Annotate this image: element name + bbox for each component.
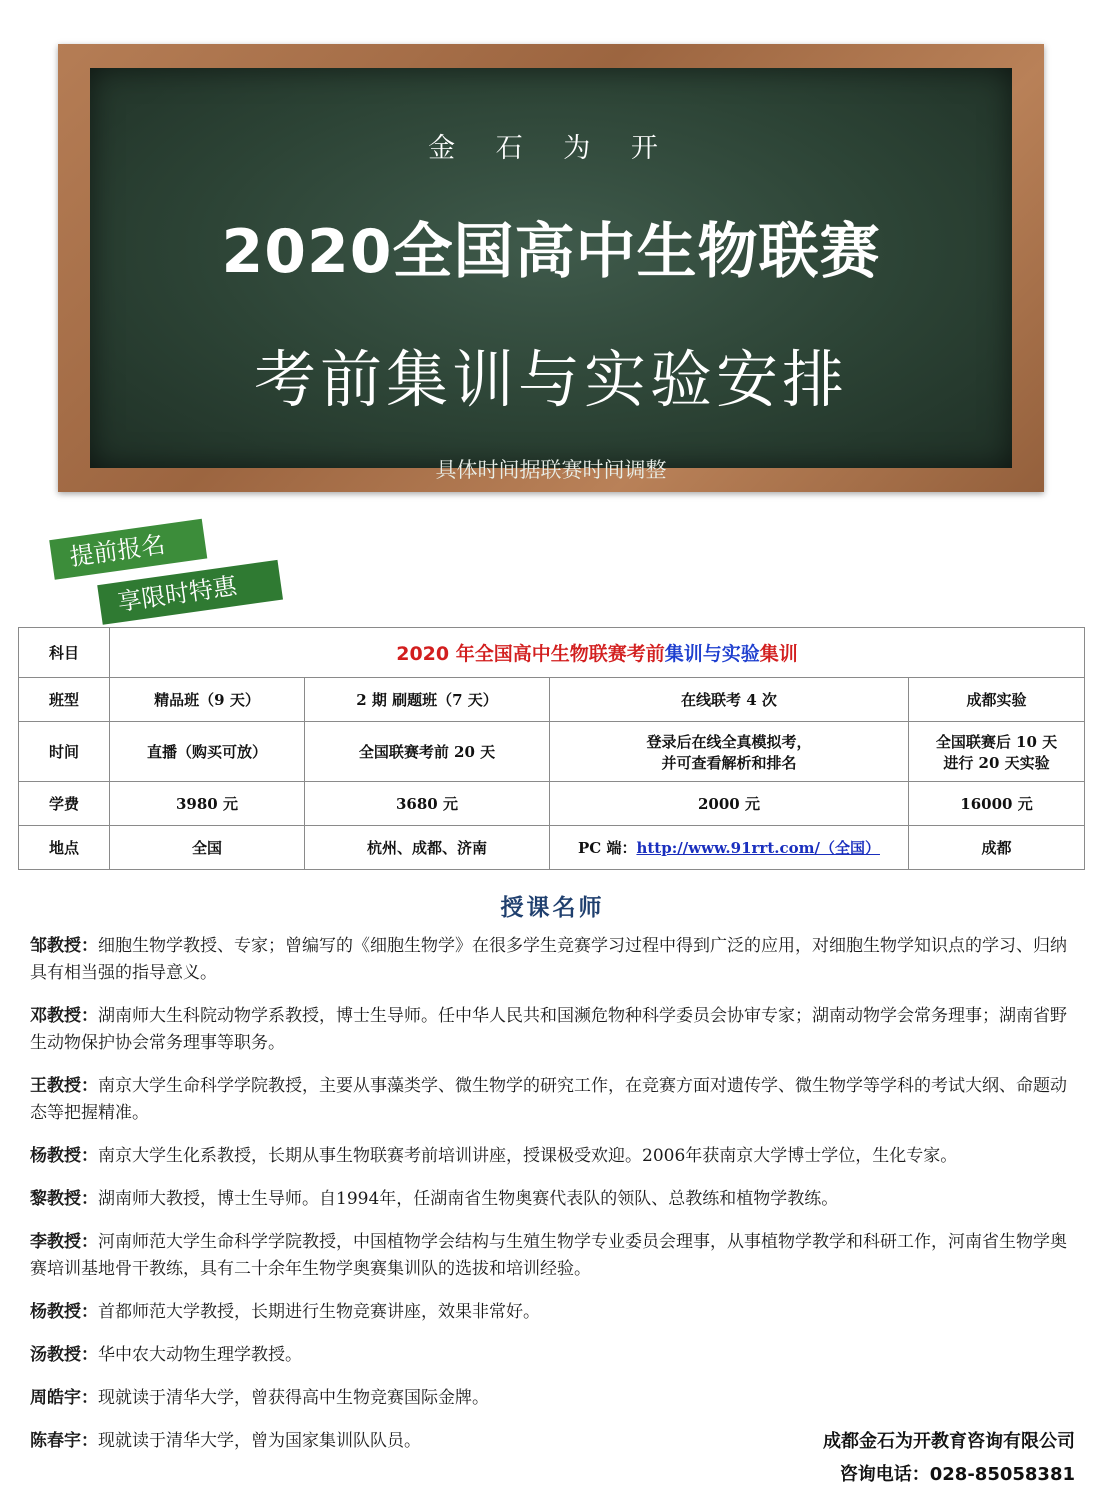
- teacher-item: [30, 1299, 1080, 1326]
- table-row-class-type: [19, 678, 1085, 722]
- cell: [909, 722, 1085, 782]
- subject-cell: [110, 628, 1085, 678]
- teacher-item: [30, 1229, 1080, 1283]
- teacher-item: [30, 1003, 1080, 1057]
- teacher-list: [30, 933, 1080, 1471]
- teacher-item: [30, 1385, 1080, 1412]
- cell: 16000 元: [909, 782, 1085, 826]
- teacher-name: 杨教授：: [30, 1302, 98, 1322]
- header-title-line1: 2020全国高中生物联赛: [221, 217, 881, 287]
- website-link[interactable]: http://www.91rrt.com/（全国）: [636, 839, 880, 857]
- cell: 全国: [110, 826, 305, 870]
- ribbon-limited-offer: 享限时特惠: [97, 560, 283, 625]
- teacher-desc: 湖南师大生科院动物学系教授，博士生导师。任中华人民共和国濒危物种科学委员会协审专家；湖南动物学会常务理事；湖南省野生动物保护协会常务理事等职务。: [30, 1006, 1067, 1053]
- teacher-item: [30, 1143, 1080, 1170]
- teacher-desc: 首都师范大学教授，长期进行生物竞赛讲座，效果非常好。: [98, 1302, 540, 1322]
- teacher-item: [30, 1073, 1080, 1127]
- cell-line: 并可查看解析和排名: [661, 753, 797, 772]
- cell-line: 进行 20 天实验: [943, 753, 1050, 772]
- teacher-desc: 南京大学生命科学学院教授，主要从事藻类学、微生物学的研究工作，在竞赛方面对遗传学、微生物学等学科的考试大纲、命题动态等把握精准。: [30, 1076, 1067, 1123]
- teacher-item: [30, 1342, 1080, 1369]
- subject-title-part1: 2020 年全国高中生物联赛考前: [396, 643, 665, 665]
- row-key: 班型: [19, 678, 110, 722]
- schedule-table: [18, 627, 1085, 870]
- teacher-name: 邹教授：: [30, 936, 98, 956]
- table-row-time: [19, 722, 1085, 782]
- ribbon-early-signup: 提前报名: [49, 519, 207, 580]
- footer-contact: [823, 1425, 1075, 1491]
- table-row-location: [19, 826, 1085, 870]
- cell: 精品班（9 天）: [110, 678, 305, 722]
- cell: 杭州、成都、济南: [305, 826, 550, 870]
- teacher-desc: 细胞生物学教授、专家；曾编写的《细胞生物学》在很多学生竞赛学习过程中得到广泛的应用，对细胞生物学知识点的学习、归纳具有相当强的指导意义。: [30, 936, 1067, 983]
- company-name: 成都金石为开教育咨询有限公司: [823, 1431, 1075, 1452]
- cell: 成都: [909, 826, 1085, 870]
- header-eyebrow: 金 石 为 开: [428, 133, 674, 164]
- teacher-desc: 河南师范大学生命科学学院教授，中国植物学会结构与生殖生物学专业委员会理事，从事植物学教学和科研工作，河南省生物学奥赛培训基地骨干教练，具有二十余年生物学奥赛集训队的选拔和培训经验。: [30, 1232, 1067, 1279]
- cell: 全国联赛考前 20 天: [305, 722, 550, 782]
- teacher-desc: 华中农大动物生理学教授。: [98, 1345, 302, 1365]
- cell-line: 登录后在线全真模拟考，: [646, 732, 812, 751]
- row-key: 科目: [19, 628, 110, 678]
- teacher-name: 黎教授：: [30, 1189, 98, 1209]
- cell: 3680 元: [305, 782, 550, 826]
- cell: [550, 826, 909, 870]
- contact-phone: 咨询电话：028-85058381: [839, 1464, 1075, 1485]
- header-note: 具体时间据联赛时间调整: [435, 458, 667, 482]
- table-row-fee: [19, 782, 1085, 826]
- cell: 在线联考 4 次: [550, 678, 909, 722]
- section-title: 授课名师: [500, 894, 605, 921]
- teacher-name: 周皓宇：: [30, 1388, 98, 1408]
- cell: 3980 元: [110, 782, 305, 826]
- teacher-desc: 湖南师大教授，博士生导师。自1994年，任湖南省生物奥赛代表队的领队、总教练和植物学教练。: [98, 1189, 839, 1209]
- row-key: 学费: [19, 782, 110, 826]
- cell: 2 期 刷题班（7 天）: [305, 678, 550, 722]
- subject-title-part3: 集训: [759, 643, 798, 665]
- teacher-name: 邓教授：: [30, 1006, 98, 1026]
- teacher-name: 汤教授：: [30, 1345, 98, 1365]
- teacher-item: [30, 933, 1080, 987]
- pc-prefix: PC 端：: [578, 839, 637, 857]
- cell: 直播（购买可放）: [110, 722, 305, 782]
- row-key: 地点: [19, 826, 110, 870]
- teacher-desc: 现就读于清华大学，曾获得高中生物竞赛国际金牌。: [98, 1388, 489, 1408]
- teacher-name: 李教授：: [30, 1232, 98, 1252]
- subject-title-part2: 集训与实验: [664, 643, 760, 665]
- teacher-name: 王教授：: [30, 1076, 98, 1096]
- cell: 成都实验: [909, 678, 1085, 722]
- teacher-name: 杨教授：: [30, 1146, 98, 1166]
- teacher-item: [30, 1186, 1080, 1213]
- cell: [550, 722, 909, 782]
- row-key: 时间: [19, 722, 110, 782]
- table-row-subject: [19, 628, 1085, 678]
- header-title-line2: 考前集训与实验安排: [253, 343, 848, 416]
- cell-line: 全国联赛后 10 天: [935, 732, 1058, 751]
- chalkboard: [90, 68, 1012, 482]
- teacher-desc: 现就读于清华大学，曾为国家集训队队员。: [98, 1431, 421, 1451]
- teacher-desc: 南京大学生化系教授，长期从事生物联赛考前培训讲座，授课极受欢迎。2006年获南京大学博士学位，生化专家。: [98, 1146, 958, 1166]
- teacher-name: 陈春宇：: [30, 1431, 98, 1451]
- chalkboard-frame: [58, 44, 1044, 492]
- cell: 2000 元: [550, 782, 909, 826]
